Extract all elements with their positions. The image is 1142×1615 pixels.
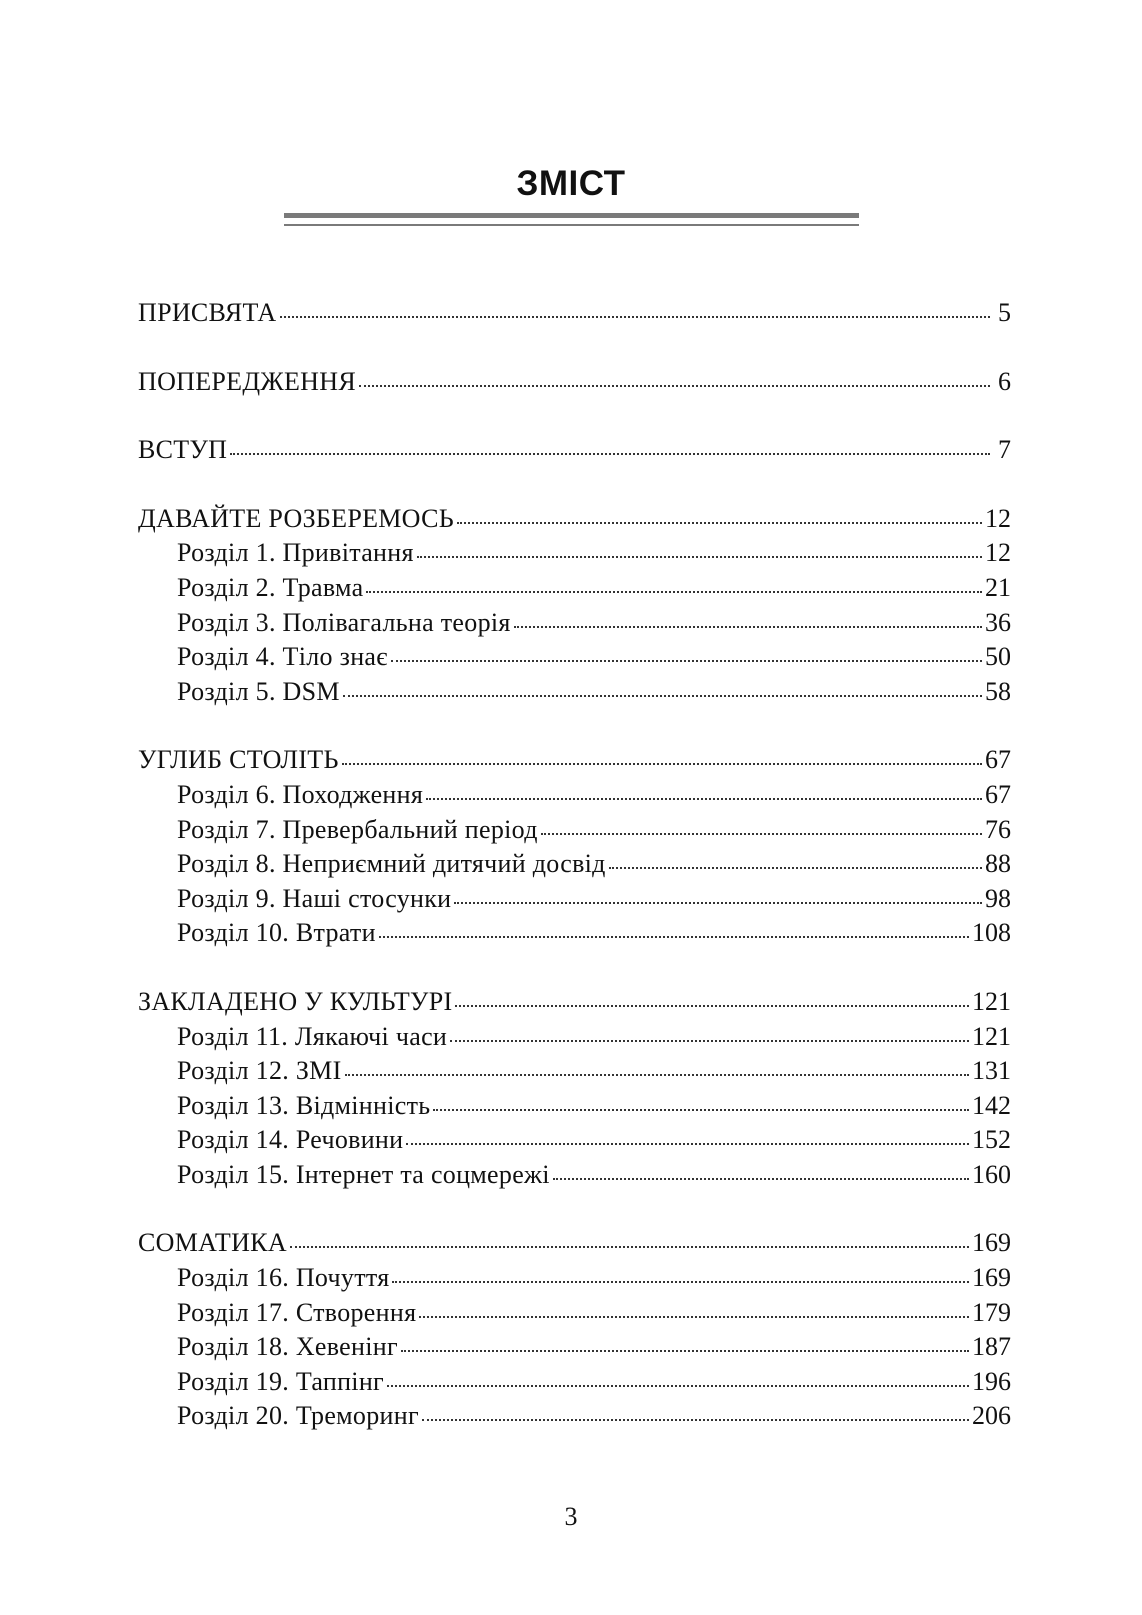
toc-chapter-entry-title: Розділ 14. Речовини (177, 1125, 404, 1155)
dot-leader (401, 1348, 969, 1352)
toc-chapter-entry-title: Розділ 6. Походження (177, 779, 424, 809)
toc-chapter-entry-title: Розділ 11. Лякаючі часи (177, 1021, 448, 1051)
toc-chapter-entry-page: 50 (985, 642, 1011, 672)
toc-chapter-entry-title: Розділ 5. DSM (177, 676, 340, 706)
toc-chapter-entry[interactable] (138, 916, 1011, 951)
dot-leader (366, 589, 982, 593)
toc-chapter-entry[interactable] (138, 1123, 1011, 1158)
toc-chapter-entry-title: Розділ 1. Привітання (177, 538, 414, 568)
toc-chapter-entry-page: 121 (972, 1021, 1011, 1051)
toc-section-entry-title: ПРИСВЯТА (138, 298, 277, 327)
toc-chapter-entry-title: Розділ 15. Інтернет та соцмережі (177, 1159, 550, 1189)
toc-section-entry-title: ЗАКЛАДЕНО У КУЛЬТУРІ (138, 986, 453, 1016)
toc-chapter-entry-page: 12 (985, 538, 1011, 568)
toc-chapter-entry[interactable] (138, 1261, 1011, 1296)
dot-leader (457, 520, 982, 524)
toc-chapter-entry-page: 58 (985, 676, 1011, 706)
toc-chapter-entry[interactable] (138, 1296, 1011, 1331)
toc-chapter-entry-page: 108 (972, 918, 1011, 948)
toc-chapter-entry-title: Розділ 16. Почуття (177, 1263, 390, 1293)
page-title: ЗМІСТ (516, 164, 626, 203)
dot-leader (433, 1107, 969, 1111)
toc-chapter-entry-page: 179 (972, 1297, 1011, 1327)
toc-chapter-entry-page: 206 (972, 1401, 1011, 1431)
toc-chapter-entry[interactable] (138, 536, 1011, 571)
title-rule-thick (284, 213, 859, 218)
toc-section-entry-title: ПОПЕРЕДЖЕННЯ (138, 366, 356, 396)
dot-leader (343, 693, 982, 697)
toc-section-entry-title: ВСТУП (138, 435, 228, 465)
toc-section (138, 985, 1011, 1193)
toc-section-entry-page: 121 (972, 986, 1011, 1016)
toc-chapter-entry[interactable] (138, 1054, 1011, 1089)
dot-leader (419, 1314, 969, 1318)
toc-section (138, 1226, 1011, 1434)
toc-chapter-entry[interactable] (138, 882, 1011, 917)
page-number: 3 (564, 1502, 578, 1531)
toc-chapter-entry[interactable] (138, 1399, 1011, 1434)
toc-chapter-entry[interactable] (138, 640, 1011, 675)
toc-chapter-entry-title: Розділ 12. ЗМІ (177, 1056, 342, 1086)
toc-section-entry[interactable] (138, 433, 1011, 468)
toc-chapter-entry-page: 160 (972, 1159, 1011, 1189)
dot-leader (514, 624, 982, 628)
toc-section (138, 433, 1011, 468)
dot-leader (422, 1417, 969, 1421)
toc-section-entry[interactable] (138, 365, 1011, 400)
title-rule-thin (284, 224, 859, 226)
toc-chapter-entry-title: Розділ 9. Наші стосунки (177, 883, 452, 913)
dot-leader (406, 1141, 969, 1145)
toc-chapter-entry-page: 142 (972, 1090, 1011, 1120)
toc-section-entry-page: 7 (998, 435, 1011, 465)
toc-chapter-entry-page: 169 (972, 1263, 1011, 1293)
toc-section-entry-page: 67 (985, 745, 1011, 775)
toc-section-entry-title: СОМАТИКА (138, 1228, 287, 1258)
toc-chapter-entry[interactable] (138, 847, 1011, 882)
toc-chapter-entry-title: Розділ 13. Відмінність (177, 1090, 431, 1120)
toc-chapter-entry-page: 36 (985, 607, 1011, 637)
toc-section-entry[interactable] (138, 743, 1011, 778)
toc-chapter-entry-page: 98 (985, 883, 1011, 913)
dot-leader (280, 314, 990, 318)
toc-section-entry-page: 5 (998, 298, 1011, 327)
toc-chapter-entry-title: Розділ 17. Створення (177, 1297, 417, 1327)
toc-section-entry[interactable] (138, 985, 1011, 1020)
table-of-contents (138, 296, 1011, 1434)
toc-chapter-entry[interactable] (138, 1089, 1011, 1124)
toc-section-entry[interactable] (138, 1226, 1011, 1261)
toc-section-entry-page: 12 (985, 503, 1011, 533)
toc-section (138, 365, 1011, 400)
dot-leader (379, 934, 969, 938)
dot-leader (342, 761, 982, 765)
dot-leader (387, 1383, 969, 1387)
section-gap (138, 709, 1011, 743)
toc-chapter-entry-title: Розділ 2. Травма (177, 572, 364, 602)
section-gap (138, 468, 1011, 502)
dot-leader (230, 451, 990, 455)
toc-chapter-entry-page: 187 (972, 1332, 1011, 1362)
toc-chapter-entry[interactable] (138, 571, 1011, 606)
toc-chapter-entry-title: Розділ 18. Хевенінг (177, 1332, 398, 1362)
toc-section-entry-page: 6 (998, 366, 1011, 396)
dot-leader (290, 1244, 969, 1248)
toc-chapter-entry-page: 88 (985, 849, 1011, 879)
toc-chapter-entry[interactable] (138, 813, 1011, 848)
toc-chapter-entry-page: 131 (972, 1056, 1011, 1086)
toc-chapter-entry-page: 76 (985, 814, 1011, 844)
section-gap (138, 399, 1011, 433)
toc-chapter-entry-title: Розділ 3. Полівагальна теорія (177, 607, 511, 637)
toc-chapter-entry[interactable] (138, 1330, 1011, 1365)
toc-chapter-entry-page: 196 (972, 1366, 1011, 1396)
dot-leader (450, 1038, 969, 1042)
toc-section-entry-page: 169 (972, 1228, 1011, 1258)
section-gap (138, 1192, 1011, 1226)
dot-leader (417, 554, 982, 558)
dot-leader (392, 1279, 969, 1283)
toc-chapter-entry-page: 21 (985, 572, 1011, 602)
toc-section (138, 743, 1011, 951)
toc-section-entry-title: УГЛИБ СТОЛІТЬ (138, 745, 339, 775)
toc-chapter-entry-title: Розділ 8. Неприємний дитячий досвід (177, 849, 606, 879)
toc-chapter-entry-title: Розділ 7. Превербальний період (177, 814, 538, 844)
toc-section-entry[interactable] (138, 296, 1011, 331)
section-gap (138, 951, 1011, 985)
toc-section-entry-title: ДАВАЙТЕ РОЗБЕРЕМОСЬ (138, 503, 454, 533)
dot-leader (541, 831, 982, 835)
dot-leader (455, 1003, 969, 1007)
toc-section-entry[interactable] (138, 502, 1011, 537)
toc-chapter-entry-page: 67 (985, 779, 1011, 809)
toc-chapter-entry-title: Розділ 4. Тіло знає (177, 642, 388, 672)
toc-chapter-entry[interactable] (138, 606, 1011, 641)
toc-chapter-entry-title: Розділ 20. Треморинг (177, 1401, 419, 1431)
dot-leader (359, 383, 990, 387)
toc-chapter-entry[interactable] (138, 778, 1011, 813)
dot-leader (391, 658, 982, 662)
toc-chapter-entry-page: 152 (972, 1125, 1011, 1155)
dot-leader (345, 1072, 969, 1076)
toc-section (138, 296, 1011, 331)
toc-chapter-entry-title: Розділ 19. Таппінг (177, 1366, 385, 1396)
toc-chapter-entry[interactable] (138, 1365, 1011, 1400)
toc-chapter-entry-title: Розділ 10. Втрати (177, 918, 376, 948)
toc-chapter-entry[interactable] (138, 675, 1011, 710)
toc-chapter-entry[interactable] (138, 1158, 1011, 1193)
dot-leader (609, 865, 982, 869)
toc-chapter-entry[interactable] (138, 1020, 1011, 1055)
dot-leader (553, 1176, 969, 1180)
toc-section (138, 502, 1011, 710)
dot-leader (454, 900, 982, 904)
dot-leader (426, 796, 982, 800)
section-gap (138, 331, 1011, 365)
